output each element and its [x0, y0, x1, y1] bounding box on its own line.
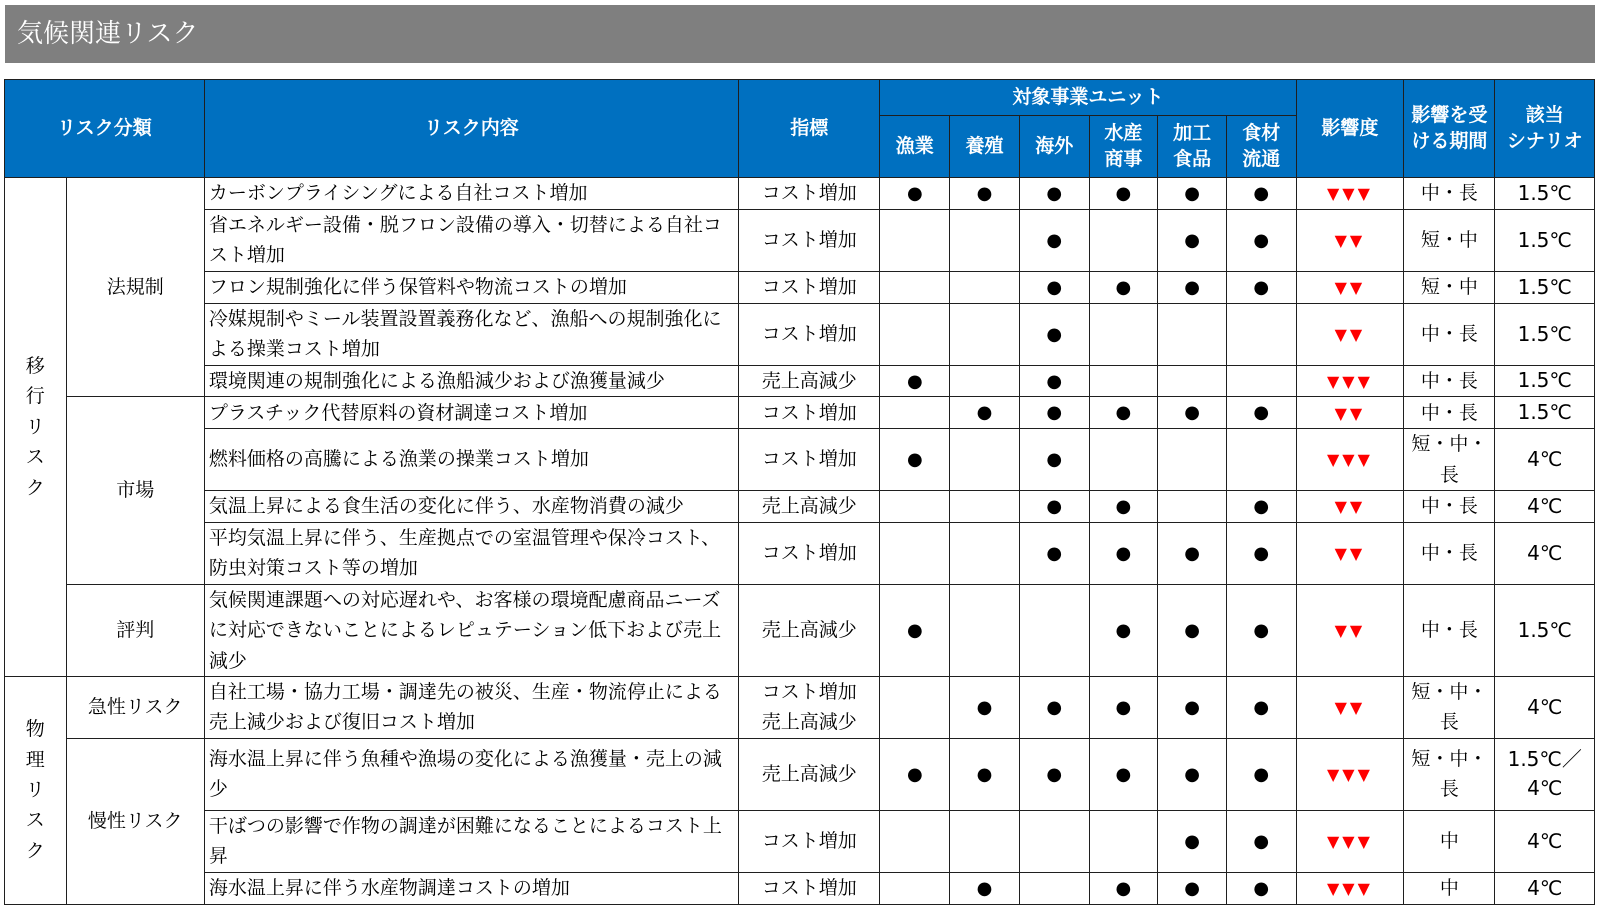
unit-mark	[1019, 738, 1089, 810]
unit-mark	[880, 429, 950, 491]
impact-triangles: ▼▼	[1334, 231, 1366, 251]
unit-mark	[1158, 872, 1227, 904]
impact	[1296, 522, 1404, 584]
period: 中・長	[1404, 178, 1495, 210]
unit-dot: ●	[1184, 830, 1200, 852]
unit-dot: ●	[1184, 697, 1200, 719]
unit-dot: ●	[1046, 495, 1063, 517]
unit-mark	[880, 490, 950, 522]
unit-dot: ●	[906, 619, 923, 641]
period: 短・中	[1404, 271, 1495, 303]
impact-triangles: ▼▼	[1334, 544, 1366, 564]
table-row	[5, 429, 1595, 491]
period: 短・中・長	[1404, 738, 1495, 810]
unit-dot: ●	[976, 877, 993, 899]
unit-mark	[950, 271, 1020, 303]
unit-mark	[1226, 584, 1296, 676]
unit-dot: ●	[1046, 697, 1063, 719]
unit-mark	[1226, 522, 1296, 584]
scenario-label: 1.5℃	[1517, 274, 1572, 299]
indicator-label: 売上高減少	[761, 495, 857, 518]
period: 中・長	[1404, 303, 1495, 365]
unit-mark	[1226, 303, 1296, 365]
scenario-label: 1.5℃	[1517, 227, 1572, 252]
unit-dot: ●	[1115, 877, 1132, 899]
unit-mark	[1019, 303, 1089, 365]
impact-triangles: ▼▼▼	[1326, 371, 1373, 391]
unit-mark	[1158, 397, 1227, 429]
unit-dot: ●	[1184, 877, 1200, 899]
unit-dot: ●	[1253, 276, 1270, 298]
impact-triangles: ▼▼▼	[1326, 765, 1373, 785]
header-unit: 加工 食品	[1158, 116, 1227, 178]
risk-indicator	[738, 810, 879, 872]
risk-content: 冷媒規制やミール装置設置義務化など、漁船への規制強化による操業コスト増加	[204, 303, 738, 365]
unit-dot: ●	[1115, 183, 1132, 204]
scenario-label: 4℃	[1527, 540, 1563, 565]
risk-subcategory	[66, 676, 204, 738]
unit-mark	[1226, 676, 1296, 738]
impact-triangles: ▼▼▼	[1326, 450, 1373, 470]
risk-content: 海水温上昇に伴う水産物調達コストの増加	[204, 872, 738, 904]
scenario	[1495, 584, 1595, 676]
unit-dot: ●	[1184, 402, 1200, 424]
period: 中・長	[1404, 397, 1495, 429]
risk-indicator	[738, 522, 879, 584]
unit-mark	[880, 584, 950, 676]
scenario	[1495, 365, 1595, 397]
risk-content: 自社工場・協力工場・調達先の被災、生産・物流停止による売上減少および復旧コスト増加	[204, 676, 738, 738]
unit-mark	[1158, 303, 1227, 365]
risk-content: フロン規制強化に伴う保管料や物流コストの増加	[204, 271, 738, 303]
risk-indicator	[738, 365, 879, 397]
unit-mark	[950, 303, 1020, 365]
header-impact: 影響度	[1296, 80, 1404, 178]
unit-mark	[1158, 271, 1227, 303]
scenario	[1495, 490, 1595, 522]
unit-mark	[880, 738, 950, 810]
unit-mark	[1089, 810, 1158, 872]
scenario	[1495, 872, 1595, 904]
risk-subcategory-label: 市場	[116, 479, 155, 502]
header-category: リスク分類	[5, 80, 205, 178]
unit-dot: ●	[1115, 402, 1132, 424]
unit-dot: ●	[906, 449, 923, 471]
impact-triangles: ▼▼▼	[1326, 184, 1373, 204]
period: 中・長	[1404, 365, 1495, 397]
impact	[1296, 676, 1404, 738]
header-unit: 水産 商事	[1089, 116, 1158, 178]
unit-dot: ●	[1253, 495, 1270, 517]
scenario	[1495, 810, 1595, 872]
impact-triangles: ▼▼▼	[1326, 878, 1373, 898]
unit-mark	[950, 676, 1020, 738]
period: 短・中・長	[1404, 676, 1495, 738]
unit-mark	[1089, 271, 1158, 303]
scenario	[1495, 676, 1595, 738]
unit-dot: ●	[1184, 764, 1200, 786]
unit-mark	[1089, 584, 1158, 676]
indicator-label: コスト増加	[761, 681, 857, 704]
unit-dot: ●	[1046, 229, 1063, 251]
unit-mark	[880, 676, 950, 738]
unit-dot: ●	[1115, 764, 1132, 786]
scenario	[1495, 738, 1595, 810]
unit-mark	[1158, 810, 1227, 872]
unit-mark	[880, 303, 950, 365]
unit-dot: ●	[1184, 619, 1200, 641]
indicator-label: コスト増加	[761, 401, 857, 424]
risk-subcategory-label: 急性リスク	[87, 696, 183, 719]
unit-mark	[950, 397, 1020, 429]
unit-dot: ●	[1046, 183, 1063, 204]
unit-dot: ●	[1115, 495, 1132, 517]
unit-mark	[1089, 522, 1158, 584]
impact-triangles: ▼▼	[1334, 497, 1366, 517]
impact	[1296, 810, 1404, 872]
risk-content: 気温上昇による食生活の変化に伴う、水産物消費の減少	[204, 490, 738, 522]
unit-mark	[1019, 397, 1089, 429]
impact	[1296, 429, 1404, 491]
unit-mark	[1089, 303, 1158, 365]
unit-mark	[1019, 810, 1089, 872]
impact	[1296, 397, 1404, 429]
unit-mark	[1226, 872, 1296, 904]
unit-mark	[950, 490, 1020, 522]
risk-indicator	[738, 303, 879, 365]
scenario-label: 1.5℃	[1517, 180, 1572, 205]
indicator-label: 売上高減少	[761, 619, 857, 642]
table-row	[5, 271, 1595, 303]
risk-subcategory	[66, 178, 204, 397]
risk-content: 省エネルギー設備・脱フロン設備の導入・切替による自社コスト増加	[204, 209, 738, 271]
risk-indicator	[738, 738, 879, 810]
indicator-label: 売上高減少	[761, 711, 857, 734]
unit-dot: ●	[1046, 542, 1063, 564]
unit-dot: ●	[1046, 323, 1063, 345]
scenario-label: 1.5℃	[1517, 617, 1572, 642]
table-row	[5, 738, 1595, 810]
impact	[1296, 872, 1404, 904]
unit-mark	[1226, 490, 1296, 522]
unit-mark	[950, 810, 1020, 872]
unit-mark	[1019, 429, 1089, 491]
table-row	[5, 522, 1595, 584]
unit-mark	[950, 584, 1020, 676]
impact-triangles: ▼▼	[1334, 621, 1366, 641]
indicator-label: 売上高減少	[761, 763, 857, 786]
table-row	[5, 490, 1595, 522]
risk-subcategory-label: 慢性リスク	[87, 810, 183, 833]
unit-mark	[880, 365, 950, 397]
unit-dot: ●	[1253, 183, 1270, 204]
indicator-label: 売上高減少	[761, 369, 857, 392]
unit-mark	[1226, 397, 1296, 429]
indicator-label: コスト増加	[761, 229, 857, 252]
risk-subcategory-label: 法規制	[106, 276, 164, 298]
risk-content: 平均気温上昇に伴う、生産拠点での室温管理や保冷コスト、防虫対策コスト等の増加	[204, 522, 738, 584]
unit-mark	[1089, 490, 1158, 522]
unit-mark	[950, 429, 1020, 491]
unit-dot: ●	[1253, 229, 1270, 251]
unit-dot: ●	[1046, 449, 1063, 471]
indicator-label: コスト増加	[761, 322, 857, 345]
period: 中	[1404, 810, 1495, 872]
unit-mark	[950, 522, 1020, 584]
period: 中・長	[1404, 584, 1495, 676]
unit-mark	[1226, 738, 1296, 810]
risk-category	[5, 178, 67, 677]
page-title: 気候関連リスク	[5, 5, 1595, 63]
unit-mark	[880, 271, 950, 303]
scenario-label: 1.5℃／	[1507, 747, 1582, 772]
risk-indicator	[738, 271, 879, 303]
unit-dot: ●	[906, 183, 923, 204]
unit-mark	[950, 209, 1020, 271]
impact-triangles: ▼▼	[1334, 278, 1366, 297]
unit-dot: ●	[1046, 276, 1063, 298]
unit-mark	[1089, 178, 1158, 210]
unit-mark	[1019, 271, 1089, 303]
risk-indicator	[738, 872, 879, 904]
impact	[1296, 178, 1404, 210]
risk-content: 干ばつの影響で作物の調達が困難になることによるコスト上昇	[204, 810, 738, 872]
unit-dot: ●	[1253, 542, 1270, 564]
scenario	[1495, 397, 1595, 429]
unit-mark	[1019, 365, 1089, 397]
table-row	[5, 209, 1595, 271]
unit-mark	[880, 522, 950, 584]
scenario-label: 4℃	[1527, 776, 1563, 801]
unit-dot: ●	[1184, 542, 1200, 564]
unit-mark	[1089, 429, 1158, 491]
table-row	[5, 397, 1595, 429]
unit-mark	[1019, 490, 1089, 522]
risk-indicator	[738, 676, 879, 738]
risk-indicator	[738, 490, 879, 522]
risk-content: プラスチック代替原料の資材調達コスト増加	[204, 397, 738, 429]
indicator-label: コスト増加	[761, 542, 857, 565]
period: 中・長	[1404, 522, 1495, 584]
unit-mark	[1226, 810, 1296, 872]
unit-dot: ●	[1253, 402, 1270, 424]
scenario	[1495, 429, 1595, 491]
header-period: 影響を受 ける期間	[1404, 80, 1495, 178]
header-scenario: 該当 シナリオ	[1495, 80, 1595, 178]
table-row	[5, 365, 1595, 397]
scenario-label: 4℃	[1527, 694, 1563, 719]
indicator-label: コスト増加	[761, 876, 857, 899]
unit-mark	[1019, 872, 1089, 904]
indicator-label: コスト増加	[761, 182, 857, 205]
period: 中・長	[1404, 490, 1495, 522]
table-row	[5, 676, 1595, 738]
scenario-label: 4℃	[1527, 447, 1563, 472]
scenario	[1495, 178, 1595, 210]
scenario-label: 4℃	[1527, 875, 1563, 900]
impact-triangles: ▼▼	[1334, 324, 1366, 344]
indicator-label: コスト増加	[761, 276, 857, 298]
unit-mark	[880, 209, 950, 271]
risk-category-label: 物理リスク	[25, 718, 45, 862]
impact	[1296, 303, 1404, 365]
scenario	[1495, 522, 1595, 584]
unit-dot: ●	[1184, 229, 1200, 251]
unit-dot: ●	[976, 697, 993, 719]
scenario-label: 1.5℃	[1517, 400, 1572, 425]
unit-mark	[1089, 872, 1158, 904]
risk-subcategory	[66, 584, 204, 676]
unit-mark	[880, 872, 950, 904]
risk-indicator	[738, 209, 879, 271]
scenario-label: 4℃	[1527, 828, 1563, 853]
table-row	[5, 584, 1595, 676]
risk-category	[5, 676, 67, 904]
header-indicator: 指標	[738, 80, 879, 178]
unit-mark	[950, 365, 1020, 397]
risk-subcategory	[66, 738, 204, 904]
unit-mark	[880, 178, 950, 210]
risk-indicator	[738, 584, 879, 676]
impact-triangles: ▼▼	[1334, 403, 1366, 423]
unit-mark	[1019, 178, 1089, 210]
scenario	[1495, 271, 1595, 303]
risk-subcategory-label: 評判	[116, 619, 155, 642]
table-row	[5, 303, 1595, 365]
unit-mark	[1019, 209, 1089, 271]
unit-mark	[1226, 271, 1296, 303]
unit-mark	[1226, 209, 1296, 271]
indicator-label: コスト増加	[761, 448, 857, 471]
unit-dot: ●	[1115, 276, 1132, 298]
unit-mark	[1089, 676, 1158, 738]
unit-mark	[1158, 429, 1227, 491]
scenario-label: 4℃	[1527, 493, 1563, 518]
period: 短・中・長	[1404, 429, 1495, 491]
unit-dot: ●	[1253, 830, 1270, 852]
unit-mark	[1158, 738, 1227, 810]
indicator-label: コスト増加	[761, 830, 857, 853]
unit-mark	[1019, 584, 1089, 676]
unit-mark	[1019, 522, 1089, 584]
unit-dot: ●	[906, 370, 923, 392]
header-content: リスク内容	[204, 80, 738, 178]
unit-mark	[1089, 397, 1158, 429]
unit-dot: ●	[1046, 764, 1063, 786]
unit-dot: ●	[1184, 183, 1200, 204]
unit-mark	[1158, 676, 1227, 738]
unit-mark	[1158, 522, 1227, 584]
header-unit: 養殖	[950, 116, 1020, 178]
unit-mark	[950, 872, 1020, 904]
impact-triangles: ▼▼	[1334, 698, 1366, 718]
risk-content: 海水温上昇に伴う魚種や漁場の変化による漁獲量・売上の減少	[204, 738, 738, 810]
unit-dot: ●	[1046, 402, 1063, 424]
unit-mark	[880, 397, 950, 429]
unit-dot: ●	[1253, 697, 1270, 719]
risk-subcategory	[66, 397, 204, 584]
unit-mark	[950, 178, 1020, 210]
unit-mark	[1089, 738, 1158, 810]
impact	[1296, 365, 1404, 397]
unit-mark	[1158, 584, 1227, 676]
impact	[1296, 584, 1404, 676]
risk-content: カーボンプライシングによる自社コスト増加	[204, 178, 738, 210]
risk-indicator	[738, 178, 879, 210]
table-row	[5, 178, 1595, 210]
unit-mark	[1158, 490, 1227, 522]
unit-mark	[1019, 676, 1089, 738]
unit-mark	[950, 738, 1020, 810]
risk-indicator	[738, 397, 879, 429]
period: 短・中	[1404, 209, 1495, 271]
unit-dot: ●	[1115, 619, 1132, 641]
impact	[1296, 490, 1404, 522]
risk-content: 気候関連課題への対応遅れや、お客様の環境配慮商品ニーズに対応できないことによるレピュテーション低下および売上減少	[204, 584, 738, 676]
table-row	[5, 872, 1595, 904]
impact-triangles: ▼▼▼	[1326, 832, 1373, 852]
unit-mark	[1158, 178, 1227, 210]
unit-dot: ●	[1115, 542, 1132, 564]
impact	[1296, 209, 1404, 271]
header-unit: 食材 流通	[1226, 116, 1296, 178]
unit-dot: ●	[976, 402, 993, 424]
risk-indicator	[738, 429, 879, 491]
unit-dot: ●	[1253, 619, 1270, 641]
unit-dot: ●	[976, 764, 993, 786]
unit-dot: ●	[906, 764, 923, 786]
risk-content: 環境関連の規制強化による漁船減少および漁獲量減少	[204, 365, 738, 397]
unit-dot: ●	[1253, 764, 1270, 786]
table-row	[5, 810, 1595, 872]
unit-mark	[1226, 429, 1296, 491]
scenario	[1495, 303, 1595, 365]
unit-mark	[1089, 209, 1158, 271]
impact	[1296, 271, 1404, 303]
period: 中	[1404, 872, 1495, 904]
unit-mark	[880, 810, 950, 872]
unit-mark	[1158, 209, 1227, 271]
unit-dot: ●	[1046, 370, 1063, 392]
unit-dot: ●	[976, 183, 993, 204]
scenario-label: 1.5℃	[1517, 368, 1572, 393]
header-unit: 漁業	[880, 116, 950, 178]
unit-mark	[1226, 365, 1296, 397]
unit-dot: ●	[1115, 697, 1132, 719]
risk-content: 燃料価格の高騰による漁業の操業コスト増加	[204, 429, 738, 491]
impact	[1296, 738, 1404, 810]
scenario-label: 1.5℃	[1517, 321, 1572, 346]
header-units-group: 対象事業ユニット	[880, 80, 1296, 116]
risk-table	[4, 79, 1595, 905]
header-unit: 海外	[1019, 116, 1089, 178]
risk-category-label: 移行リスク	[25, 354, 45, 499]
unit-mark	[1226, 178, 1296, 210]
unit-mark	[1158, 365, 1227, 397]
unit-dot: ●	[1253, 877, 1270, 899]
scenario	[1495, 209, 1595, 271]
unit-mark	[1089, 365, 1158, 397]
unit-dot: ●	[1184, 276, 1200, 298]
